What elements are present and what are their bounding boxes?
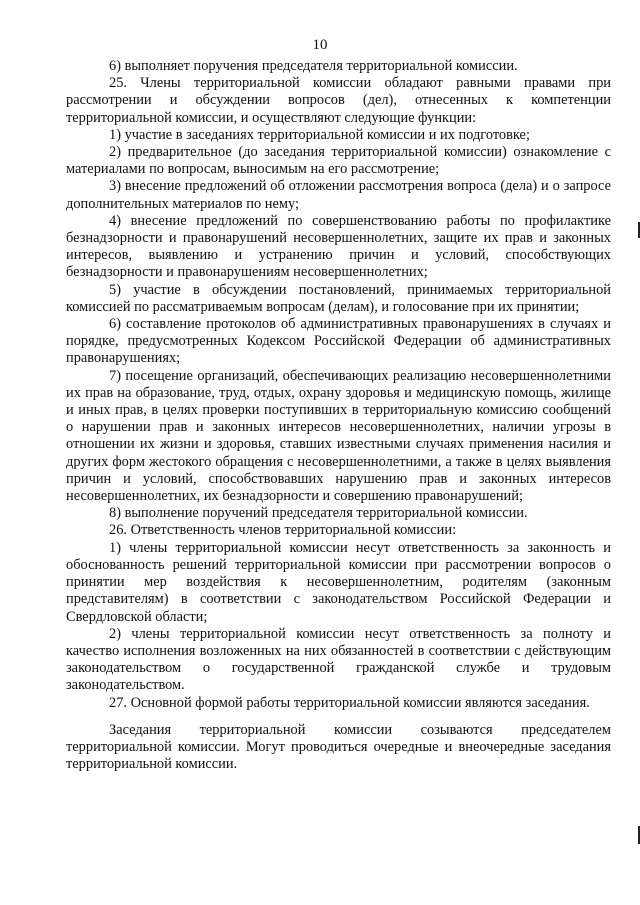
paragraph-meetings: Заседания территориальной комиссии созываются председателем территориальной комиссии. Могут проводиться очередные и внеочередные заседания территориальной комиссии. xyxy=(66,721,611,773)
paragraph-25-intro: 25. Члены территориальной комиссии обладают равными правами при рассмотрении и обсуждении вопросов (дел), отнесенных к компетенции территориальной комиссии, и осуществляют следующие функции: xyxy=(66,75,611,126)
page-number: 10 xyxy=(312,37,328,53)
paragraph-function-8: 8) выполнение поручений председателя территориальной комиссии. xyxy=(109,505,528,522)
paragraph-27: 27. Основной формой работы территориальной комиссии являются заседания. xyxy=(109,694,590,711)
paragraph-function-3: 3) внесение предложений об отложении рассмотрения вопроса (дела) и о запросе дополнительных материалов по нему; xyxy=(66,178,611,212)
paragraph-function-1: 1) участие в заседаниях территориальной комиссии и их подготовке; xyxy=(109,126,530,143)
paragraph-function-4: 4) внесение предложений по совершенствованию работы по профилактике безнадзорности и правонарушений несовершеннолетних, защите их прав и законных интересов, выявлению и устранению причин и условий, способствующих безнадзорности и правонарушениям несовершеннолетних; xyxy=(66,212,611,281)
paragraph-function-7: 7) посещение организаций, обеспечивающих реализацию несовершеннолетними их прав на образование, труд, отдых, охрану здоровья и медицинскую помощь, жилище и иных прав, в целях проверки поступивших в территориальную комиссию сообщений о нарушении прав и законных интересов несовершеннолетних, наличии угрозы в отношении их жизни и здоровья, ставших известными случаях применения насилия и других форм жестокого обращения с несовершеннолетними, а также в целях выявления причин и условий, способствовавших нарушению прав и законных интересов несовершеннолетних, их безнадзорности и совершению правонарушений; xyxy=(66,367,611,505)
paragraph-function-5: 5) участие в обсуждении постановлений, принимаемых территориальной комиссией по рассматриваемым вопросам (делам), и голосование при их принятии; xyxy=(66,281,611,315)
paragraph-function-2: 2) предварительное (до заседания территориальной комиссии) ознакомление с материалами по вопросам, выносимым на его рассмотрение; xyxy=(66,144,611,178)
document-body xyxy=(66,58,611,773)
paragraph-responsibility-1: 1) члены территориальной комиссии несут ответственность за законность и обоснованность решений территориальной комиссии при рассмотрении вопросов о принятии мер воздействия к несовершеннолетним, родителям (законным представителям) в соответствии с законодательством Российской Федерации и Свердловской области; xyxy=(66,539,611,625)
paragraph-item-6-duty: 6) выполняет поручения председателя территориальной комиссии. xyxy=(109,58,518,74)
paragraph-function-6: 6) составление протоколов об административных правонарушениях в случаях и порядке, предусмотренных Кодексом Российской Федерации об административных правонарушениях; xyxy=(66,316,611,367)
paragraph-26-intro: 26. Ответственность членов территориальной комиссии: xyxy=(109,522,457,539)
paragraph-responsibility-2: 2) члены территориальной комиссии несут ответственность за полноту и качество исполнения возложенных на них обязанностей в соответствии с действующим законодательством о государственной гражданской службе и трудовым законодательством. xyxy=(66,625,611,694)
